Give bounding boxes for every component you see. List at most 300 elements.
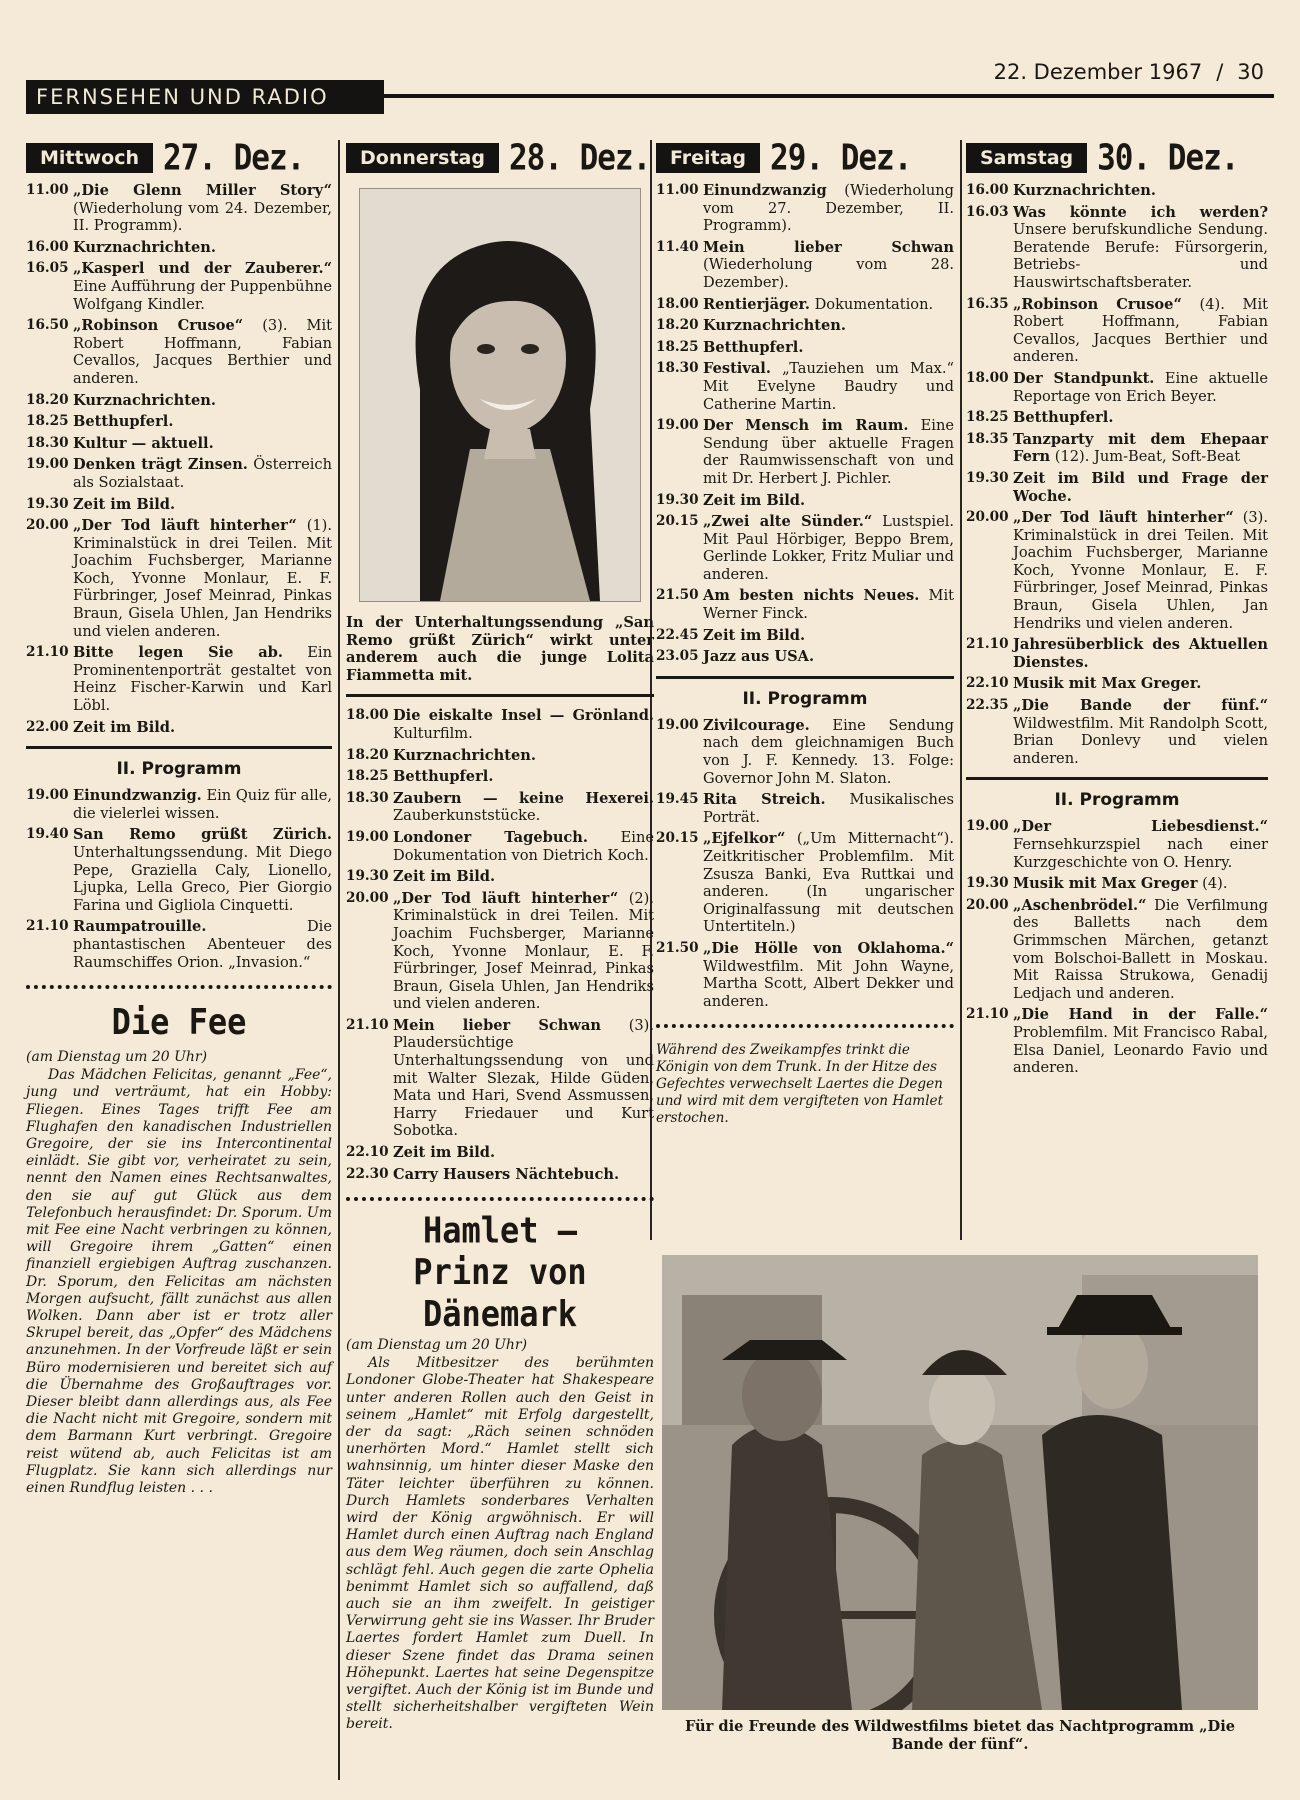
program-details [703, 417, 954, 487]
program-details [73, 413, 332, 431]
program2-heading: II. Programm [1054, 790, 1180, 811]
program-details [73, 644, 332, 714]
program-entry [656, 648, 954, 666]
program-title: „Aschenbrödel.“ [1013, 896, 1147, 914]
program-details [1013, 470, 1268, 505]
program-description: („Um Mitternacht“). Zeitkritischer Problemfilm. Mit Zsusza Banki, Eva Ruttkai und anderen. (In ungarischer Originalfassung mit deutschen Untertiteln.) [703, 830, 954, 936]
program-time: 19.00 [656, 417, 699, 434]
program-time: 19.30 [346, 868, 389, 885]
program-time: 18.20 [656, 317, 699, 334]
program-time: 20.00 [966, 509, 1009, 526]
program-time: 21.10 [966, 636, 1009, 653]
program-description: Musikalisches Porträt. [703, 791, 955, 826]
program-details [1013, 1006, 1268, 1076]
program-description: Zauberkunststücke. [393, 807, 541, 825]
program-time: 18.25 [656, 338, 699, 355]
day-column-wednesday [26, 138, 332, 1497]
program-description: Dokumentation. [814, 295, 934, 313]
program-time: 19.00 [26, 787, 69, 804]
article-title-line: Prinz von Dänemark [413, 1251, 587, 1335]
program-title: „Der Tod läuft hinterher“ [393, 889, 619, 907]
program-time: 19.30 [656, 491, 699, 508]
program-entry [656, 360, 954, 413]
program-description: Problemfilm. Mit Francisco Rabal, Elsa Daniel, Leonardo Favio und anderen. [1013, 1023, 1268, 1077]
program-time: 16.35 [966, 295, 1009, 312]
program-details [703, 317, 954, 335]
program-title: Jahresüberblick des Aktuellen Dienstes. [1013, 636, 1268, 671]
program-title: Zeit im Bild. [393, 868, 496, 886]
program-entry [26, 918, 332, 971]
day-date: 27. Dez. [162, 137, 305, 179]
program-title: Kurznachrichten. [73, 238, 216, 256]
program-title: Festival. [703, 360, 771, 378]
program-details [703, 360, 954, 413]
program-time: 21.50 [656, 939, 699, 956]
western-film-illustration [662, 1255, 1258, 1710]
program-time: 18.25 [26, 413, 69, 430]
program-time: 20.15 [656, 830, 699, 847]
column-divider [960, 140, 962, 1240]
portrait-illustration [360, 189, 640, 601]
program-time: 19.00 [346, 828, 389, 845]
program-time: 11.00 [26, 182, 69, 198]
program-details [703, 587, 954, 622]
program-entry [656, 791, 954, 826]
program-title: Denken trägt Zinsen. [73, 456, 248, 474]
program-title: Mein lieber Schwan [393, 1016, 602, 1034]
program-title: Betthupferl. [1013, 409, 1114, 427]
program-entry [966, 182, 1268, 200]
program-title: Betthupferl. [73, 413, 174, 431]
program-time: 19.30 [26, 495, 69, 512]
program-details [703, 239, 954, 292]
article-subtitle: (am Dienstag um 20 Uhr) [346, 1337, 528, 1354]
program-details [393, 707, 654, 742]
program-title: Jazz aus USA. [703, 648, 815, 666]
program-time: 18.00 [966, 369, 1009, 386]
article-title-hamlet [346, 1210, 654, 1335]
program-time: 18.25 [346, 768, 389, 785]
program-details [703, 296, 954, 314]
program-details [1013, 431, 1268, 466]
program-title: „Die Hand in der Falle.“ [1013, 1006, 1268, 1024]
program-description: Kulturfilm. [393, 724, 473, 742]
program-entry [346, 890, 654, 1013]
program-description: (3). Plaudersüchtige Unterhaltungssendung von und mit Walter Slezak, Hilde Güden, Mata und Hari, Svend Assmussen, Harry Friedauer und Kurt Sobotka. [393, 1016, 654, 1140]
program-details [73, 239, 332, 257]
program-details [73, 456, 332, 491]
program-time: 18.25 [966, 409, 1009, 426]
program-description: Fernsehkurzspiel nach einer Kurzgeschichte von O. Henry. [1013, 836, 1268, 871]
program-entry [346, 1144, 654, 1162]
program2-list [966, 818, 1268, 1076]
program-details [393, 868, 654, 886]
program-entry [656, 492, 954, 510]
program-description: (12). Jum-Beat, Soft-Beat [1054, 448, 1241, 466]
program-entry [26, 260, 332, 313]
program-entry [966, 875, 1268, 893]
program-title: Die eiskalte Insel — Grönland. [393, 707, 654, 725]
program-details [73, 260, 332, 313]
program-entry [26, 517, 332, 640]
program-details [393, 768, 654, 786]
program-details [73, 182, 332, 235]
program-time: 18.35 [966, 430, 1009, 447]
program-time: 18.20 [346, 746, 389, 763]
program-time: 19.00 [966, 818, 1009, 835]
program-time: 22.10 [966, 675, 1009, 692]
program-title: Rita Streich. [703, 791, 826, 809]
separator [26, 746, 332, 749]
program-description: (Wiederholung vom 28. Dezember). [703, 256, 954, 291]
program-entry [966, 431, 1268, 466]
program-details [1013, 897, 1268, 1003]
program-entry [966, 470, 1268, 505]
issue-date: 22. Dezember 1967 [993, 60, 1203, 84]
program2-list [26, 787, 332, 971]
program-details [73, 719, 332, 737]
program-description: (1). Kriminalstück in drei Teilen. Mit Joachim Fuchsberger, Marianne Koch, Yvonne Monlaur, E. F. Fürbringer, Josef Meinrad, Pinkas Braun, Gisela Uhlen, Jan Hendriks und vielen anderen. [73, 517, 333, 640]
program-details [73, 918, 332, 971]
program-time: 20.00 [966, 896, 1009, 913]
day-name: Freitag [656, 143, 760, 173]
program-title: Londoner Tagebuch. [393, 828, 589, 846]
program-time: 19.00 [26, 456, 69, 473]
header-rule [384, 94, 1274, 98]
program-title: „Der Tod läuft hinterher“ [73, 517, 297, 535]
program-details [1013, 509, 1268, 632]
program-time: 11.00 [656, 182, 699, 198]
program-title: Zeit im Bild und Frage der Woche. [1013, 469, 1268, 505]
program-details [703, 513, 954, 583]
program-time: 18.00 [656, 295, 699, 312]
program-title: Raumpatrouille. [73, 918, 207, 936]
program-title: „Die Hölle von Oklahoma.“ [703, 939, 954, 957]
program-entry [26, 719, 332, 737]
program-title: Zaubern — keine Hexerei. [393, 789, 654, 807]
program-entry [26, 644, 332, 714]
day-date: 29. Dez. [770, 137, 912, 179]
program-details [73, 517, 332, 640]
program-entry [656, 587, 954, 622]
program-entry [346, 1166, 654, 1184]
program-time: 20.00 [346, 889, 389, 906]
program-time: 21.10 [346, 1016, 389, 1033]
day-name: Samstag [966, 143, 1087, 173]
program-details [703, 940, 954, 1010]
program-entry [966, 636, 1268, 671]
program-time: 19.00 [656, 716, 699, 733]
program-time: 18.20 [26, 391, 69, 408]
program-title: „Robinson Crusoe“ [1013, 295, 1182, 313]
program-details [1013, 636, 1268, 671]
day-header [966, 138, 1268, 178]
program-entry [26, 496, 332, 514]
program-time: 16.00 [26, 238, 69, 255]
program-description: (4). [1202, 875, 1228, 893]
program-title: Tanzparty mit dem Ehepaar Fern [1013, 430, 1268, 466]
day-name: Donnerstag [346, 143, 499, 173]
program-description: (2). Kriminalstück in drei Teilen. Mit Joachim Fuchsberger, Marianne Koch, Yvonne Monlaur, E. F. Fürbringer, Josef Meinrad, Pinkas Braun, Gisela Uhlen, Jan Hendriks und vielen anderen. [393, 889, 655, 1013]
program-entry [966, 296, 1268, 366]
program-title: Kultur — aktuell. [73, 434, 214, 452]
program-description: Österreich als Sozialstaat. [73, 456, 332, 491]
program-title: San Remo grüßt Zürich. [73, 826, 332, 844]
program-time: 18.30 [346, 789, 389, 806]
program-time: 21.50 [656, 587, 699, 604]
program-description: Eine aktuelle Reportage von Erich Beyer. [1013, 369, 1268, 405]
program-entry [26, 317, 332, 387]
program-time: 19.30 [966, 875, 1009, 892]
dotted-separator [656, 1024, 954, 1028]
program-time: 19.45 [656, 791, 699, 808]
program-time: 11.40 [656, 238, 699, 255]
program-title: Bitte legen Sie ab. [73, 644, 283, 662]
program-details [1013, 675, 1268, 693]
program-title: Kurznachrichten. [73, 391, 216, 409]
program-description: Die phantastischen Abenteuer des Raumschiffes Orion. „Invasion.“ [73, 918, 332, 971]
program-details [703, 339, 954, 357]
program-entry [26, 787, 332, 822]
program-details [703, 648, 954, 666]
program-title: „Die Bande der fünf.“ [1013, 697, 1268, 715]
program-title: Rentierjäger. [703, 295, 810, 313]
day-name: Mittwoch [26, 143, 153, 173]
program-entry [346, 747, 654, 765]
program-details [703, 830, 954, 936]
program-details [73, 496, 332, 514]
program-time: 16.03 [966, 203, 1009, 220]
day-column-saturday [966, 138, 1268, 1081]
program-entry [966, 675, 1268, 693]
day-header [346, 138, 654, 178]
program-title: „Der Liebesdienst.“ [1013, 818, 1268, 836]
program-title: Am besten nichts Neues. [703, 587, 920, 605]
separator [346, 694, 654, 697]
program-title: Mein lieber Schwan [703, 238, 954, 256]
program-details [1013, 818, 1268, 871]
program2-list [656, 717, 954, 1011]
program-title: „Zwei alte Sünder.“ [703, 513, 873, 531]
program-description: Wildwestfilm. Mit Randolph Scott, Brian Donlevy und vielen anderen. [1013, 714, 1268, 767]
column-divider [338, 140, 340, 1780]
program-entry [966, 370, 1268, 405]
program-time: 22.35 [966, 697, 1009, 714]
program-details [1013, 204, 1268, 292]
program-details [1013, 182, 1268, 200]
program-description: Wildwestfilm. Mit John Wayne, Martha Scott, Albert Dekker und anderen. [703, 957, 954, 1010]
program-title: Einundzwanzig. [73, 787, 202, 805]
program-time: 22.00 [26, 718, 69, 735]
program-description: „Tauziehen um Max.“ Mit Evelyne Baudry und Catherine Martin. [703, 360, 954, 413]
program-entry [966, 409, 1268, 427]
program-details [703, 717, 954, 787]
program-title: Kurznachrichten. [703, 317, 846, 335]
program-entry [26, 435, 332, 453]
program-title: „Robinson Crusoe“ [73, 317, 244, 335]
program-entry [966, 204, 1268, 292]
program-details [393, 1144, 654, 1162]
program-time: 20.15 [656, 513, 699, 530]
program-entry [26, 239, 332, 257]
portrait-photo [359, 188, 641, 602]
program-details [73, 435, 332, 453]
separator [966, 777, 1268, 780]
article-title-fee: Die Fee [111, 1001, 247, 1044]
section-title-bar [26, 80, 384, 114]
day-column-friday [656, 138, 954, 1126]
program-title: Der Standpunkt. [1013, 369, 1155, 387]
program-description: Unsere berufskundliche Sendung. Beratende Berufe: Fürsorgerin, Betriebs- und Hauswirtschaftsberater. [1013, 221, 1268, 291]
program-entry [966, 818, 1268, 871]
program-title: Zeit im Bild. [703, 626, 806, 644]
article-subtitle: (am Dienstag um 20 Uhr) [26, 1049, 208, 1066]
program-description: Lustspiel. Mit Paul Hörbiger, Beppo Brem, Gerlinde Lokker, Fritz Muliar und anderen. [703, 513, 955, 583]
program-entry [346, 768, 654, 786]
program-title: Was könnte ich werden? [1013, 203, 1268, 221]
program-entry [26, 413, 332, 431]
program-description: Ein Prominentenporträt gestaltet von Heinz Fischer-Karwin und Karl Löbl. [73, 644, 332, 715]
program-entry [346, 707, 654, 742]
program-entry [656, 940, 954, 1010]
program-entry [656, 717, 954, 787]
program-description: (Wiederholung vom 27. Dezember, II. Programm). [703, 182, 954, 235]
program-entry [26, 456, 332, 491]
program2-heading: II. Programm [742, 688, 868, 709]
day-date: 28. Dez. [508, 137, 651, 179]
program-list [346, 707, 654, 1183]
program-entry [26, 826, 332, 914]
program-details [1013, 370, 1268, 405]
program-details [393, 747, 654, 765]
program-time: 21.10 [966, 1006, 1009, 1023]
program-details [393, 1017, 654, 1140]
program-time: 21.10 [26, 918, 69, 935]
program-entry [966, 697, 1268, 767]
program-details [73, 787, 332, 822]
program-details [703, 182, 954, 235]
program-details [393, 890, 654, 1013]
program-entry [656, 830, 954, 936]
program-entry [26, 182, 332, 235]
section-title: FERNSEHEN UND RADIO [36, 85, 329, 109]
day-date: 30. Dez. [1097, 137, 1239, 179]
day-header [656, 138, 954, 178]
program-title: Einundzwanzig [703, 182, 827, 199]
program-details [393, 790, 654, 825]
program-entry [656, 296, 954, 314]
program-description: Eine Sendung nach dem gleichnamigen Buch von J. F. Kennedy. 13. Folge: Governor John M. Slaton. [703, 716, 954, 787]
dotted-separator [346, 1197, 654, 1201]
program-entry [346, 790, 654, 825]
article-body-fee: Das Mädchen Felicitas, genannt „Fee“, jung und verträumt, hat ein Hobby: Fliegen. Eines Tages trifft Fee am Flughafen den kanadischen Industriellen Gregoire, der sie ins Intercontinental einlädt. Sie gibt vor, verheiratet zu sein, nennt den Namen eines Rechtsanwaltes, den sie auf gut Glück aus dem Telefonbuch herausfindet: Dr. Sporum. Um mit Fee eine Nacht verbringen zu können, will Gregoire ihrem „Gatten“ einen finanziell ergiebigen Auftrag zuschanzen. Dr. Sporum, den Felicitas am nächsten Morgen aufsucht, fällt zunächst aus allen Wolken. Dann aber ist er trotz aller Skrupel bereit, das „Opfer“ des Mädchens anzunehmen. In der Vorfreude läßt er sein Büro modernisieren und bereitet sich auf die Übernahme des Großauftrages vor. Dieser bleibt dann allerdings aus, als Fee die Nacht nicht mit Gregoire, sondern mit dem Barmann Kurt verbringt. Gregoire reist wütend ab, auch Felicitas ist am Flugplatz. Sie kann sich allerdings nur einen Rundflug leisten . . . [26, 1067, 332, 1497]
program-description: (3). Mit Robert Hoffmann, Fabian Cevallos, Jacques Berthier und anderen. [73, 317, 332, 387]
program-time: 18.30 [26, 434, 69, 451]
program-time: 22.10 [346, 1144, 389, 1161]
program-description: Unterhaltungssendung. Mit Diego Pepe, Graziella Caly, Lionello, Ljupka, Lella Greco, Pier Giorgio Farina und Gigliola Cinquetti. [73, 844, 332, 914]
program-time: 21.10 [26, 644, 69, 661]
program-time: 19.40 [26, 826, 69, 843]
program-time: 20.00 [26, 517, 69, 534]
day-column-thursday [346, 138, 654, 1734]
program-title: Der Mensch im Raum. [703, 417, 909, 435]
program-description: Die Verfilmung des Balletts nach dem Grimmschen Märchen, getanzt vom Bolschoi-Ballett in Moskau. Mit Raissa Strukowa, Genadij Ledjach und anderen. [1013, 896, 1268, 1002]
program-description: (Wiederholung vom 24. Dezember, II. Programm). [73, 199, 332, 235]
program-time: 18.00 [346, 707, 389, 724]
program-entry [966, 1006, 1268, 1076]
program-description: Eine Sendung über aktuelle Fragen der Raumwissenschaft von und mit Dr. Herbert J. Pichler. [703, 417, 955, 487]
program-title: Carry Hausers Nächtebuch. [393, 1165, 620, 1183]
program-time: 16.00 [966, 182, 1009, 198]
program-entry [656, 339, 954, 357]
program-entry [966, 897, 1268, 1003]
program-title: Kurznachrichten. [393, 746, 536, 764]
day-header [26, 138, 332, 178]
program-details [703, 627, 954, 645]
program-details [73, 826, 332, 914]
portrait-caption: In der Unterhaltungssendung „San Remo grüßt Zürich“ wirkt unter anderem auch die junge Lolita Fiammetta mit. [346, 614, 654, 684]
date-separator: / [1216, 60, 1224, 84]
program-entry [656, 317, 954, 335]
program-details [73, 392, 332, 410]
page-number: 30 [1237, 60, 1264, 84]
hamlet-photo-caption: Während des Zweikampfes trinkt die Königin von dem Trunk. In der Hitze des Gefechtes verwechselt Laertes die Degen und wird mit dem vergifteten von Hamlet erstochen. [656, 1042, 944, 1126]
program-time: 19.30 [966, 469, 1009, 486]
program-time: 18.30 [656, 360, 699, 377]
program-details [73, 317, 332, 387]
program2-heading: II. Programm [116, 759, 242, 780]
program-details [393, 829, 654, 864]
program-entry [656, 513, 954, 583]
program-description: Ein Quiz für alle, die vielerlei wissen. [73, 787, 332, 822]
article-title-line: Hamlet — [422, 1209, 578, 1252]
program-time: 23.05 [656, 648, 699, 665]
program-description: (4). Mit Robert Hoffmann, Fabian Cevallos, Jacques Berthier und anderen. [1013, 295, 1268, 366]
program-title: Zivilcourage. [703, 716, 810, 734]
program-entry [656, 182, 954, 235]
western-photo-caption: Für die Freunde des Wildwestfilms bietet das Nachtprogramm „Die Bande der fünf“. [684, 1718, 1236, 1753]
program-title: „Kasperl und der Zauberer.“ [73, 260, 332, 278]
program-title: Musik mit Max Greger [1013, 875, 1198, 893]
program-details [1013, 409, 1268, 427]
program-description: Eine Aufführung der Puppenbühne Wolfgang Kindler. [73, 277, 332, 313]
program-title: Musik mit Max Greger. [1013, 675, 1202, 693]
program-list [656, 182, 954, 666]
program-description: Eine Dokumentation von Dietrich Koch. [393, 828, 655, 864]
western-film-photo [662, 1255, 1258, 1710]
program-time: 22.30 [346, 1165, 389, 1182]
program-entry [26, 392, 332, 410]
program-details [1013, 875, 1268, 893]
program-title: Zeit im Bild. [703, 491, 806, 509]
program-details [1013, 296, 1268, 366]
program-entry [656, 417, 954, 487]
program-entry [966, 509, 1268, 632]
program-details [393, 1166, 654, 1184]
program-title: Betthupferl. [703, 338, 804, 356]
program-title: Zeit im Bild. [73, 495, 176, 513]
program-list [966, 182, 1268, 767]
article-body-hamlet: Als Mitbesitzer des berühmten Londoner Globe-Theater hat Shakespeare unter anderen Rollen auch den Geist in seinem „Hamlet“ mit Erfolg dargestellt, der da sagt: „Räch seinen schnöden unerhörten Mord.“ Hamlet stellt sich wahnsinnig, um hinter dieser Maske den Täter leichter überführen zu können. Durch Hamlets sonderbares Verhalten wird der König argwöhnisch. Er will Hamlet durch einen Auftrag nach England aus dem Weg räumen, doch sein Anschlag schlägt fehl. Auch gegen die zarte Ophelia benimmt Hamlet sich so auffallend, daß auch sie an ihm zweifelt. In geistiger Verwirrung geht sie ins Wasser. Ihr Bruder Laertes fordert Hamlet zum Duell. In dieser Szene findet das Drama seinen Höhepunkt. Laertes hat seine Degenspitze vergiftet. Auch der König ist im Bunde und stellt sicherheitshalber vergifteten Wein bereit. [346, 1355, 654, 1733]
program-entry [656, 239, 954, 292]
program-title: Zeit im Bild. [393, 1144, 496, 1162]
program-title: Zeit im Bild. [73, 718, 176, 736]
program-details [703, 492, 954, 510]
dotted-separator [26, 985, 332, 989]
program-time: 16.05 [26, 260, 69, 277]
program-entry [346, 868, 654, 886]
program-details [1013, 697, 1268, 767]
